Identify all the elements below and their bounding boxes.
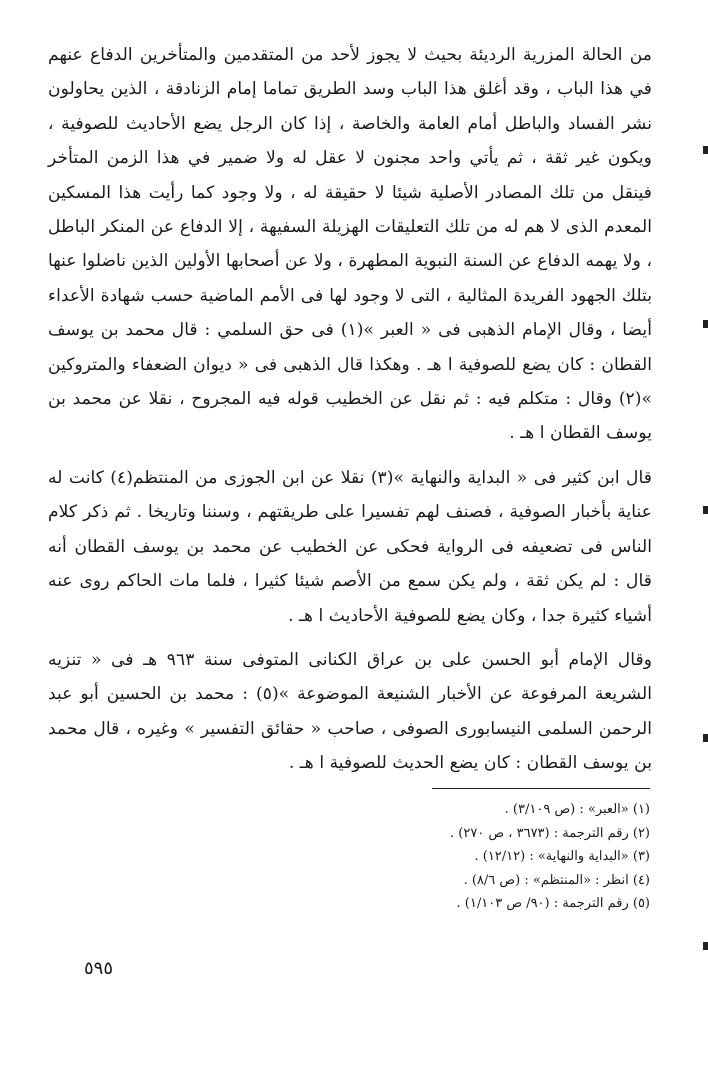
page-number: ٥٩٥ [84,958,114,979]
edge-mark [703,506,708,514]
footnote-divider [432,788,650,789]
main-text [48,38,652,781]
footnote-2: (٢) رقم الترجمة : (٣٦٧٣ ، ص ٢٧٠) . [450,825,650,841]
footnotes [250,798,650,916]
edge-mark [703,320,708,328]
footnote-1: (١) «العبر» : (ص ٣/١٠٩) . [504,802,650,817]
paragraph-3: وقال الإمام أبو الحسن على بن عراق الكنانى المتوفى سنة ٩٦٣ هـ فى « تنزيه الشريعة المرفوعة عن الأخبار الشنيعة الموضوعة »(٥) : محمد بن الحسين أبو عبد الرحمن السلمى النيسابورى الصوفى ، صاحب « حقائق التفسير » وغيره ، قال محمد بن يوسف القطان : كان يضع الحديث للصوفية ا هـ . [48,649,652,774]
edge-mark [703,942,708,950]
paragraph-1: من الحالة المزرية الرديئة بحيث لا يجوز لأحد من المتقدمين والمتأخرين الدفاع عنهم في هذا الباب ، وقد أغلق هذا الباب وسد الطريق تماما إمام الزنادقة ، الذين يحاولون نشر الفساد والباطل أمام العامة والخاصة ، إذا كان الرجل يضع الأحاديث للصوفية ، ويكون غير ثقة ، ثم يأتي واحد مجنون لا عقل له ولا ضمير في هذا الزمن المتأخر فينقل من تلك المصادر الأصلية شيئا لا حقيقة له ، ولا وجود كما رأيت هذا المسكين المعدم الذى لا هم له من تلك التعليقات الهزيلة السفيهة ، إلا الدفاع عن المنكر الباطل ، ولا يهمه الدفاع عن السنة النبوية المطهرة ، ولا عن أصحابها الأولين الذين ناضلوا عنها بتلك الجهود الفريدة المثالية ، التى لا وجود لها فى الأمم الماضية حسب شهادة الأعداء أيضا ، وقال الإمام الذهبى فى « العبر »(١) فى حق السلمي : قال محمد بن يوسف القطان : كان يضع للصوفية ا هـ . وهكذا قال الذهبى فى « ديوان الضعفاء والمتروكين »(٢) وقال : متكلم فيه : ثم نقل عن الخطيب قوله فيه المجروح ، نقلا عن محمد بن يوسف القطان ا هـ . [48,45,652,444]
footnote-3: (٣) «البداية والنهاية» : (١٢/١٢) . [474,849,650,864]
footnote-4: (٤) انظر : «المنتظم» : (ص ٨/٦) . [463,872,650,888]
footnote-5: (٥) رقم الترجمة : (٩٠/ ص ١/١٠٣) . [456,896,650,911]
edge-mark [703,146,708,154]
paragraph-2: قال ابن كثير فى « البداية والنهاية »(٣) نقلا عن ابن الجوزى من المنتظم(٤) كانت له عناية بأخبار الصوفية ، فصنف لهم تفسيرا على طريقتهم ، وسننا وتاريخا . ثم ذكر كلام الناس فى تضعيفه فى الرواية فحكى عن الخطيب عن محمد بن يوسف القطان أنه قال : لم يكن ثقة ، ولم يكن سمع من الأصم شيئا كثيرا ، فلما مات الحاكم روى عنه أشياء كثيرة جدا ، وكان يضع للصوفية الأحاديث ا هـ . [48,467,652,626]
edge-mark [703,734,708,742]
